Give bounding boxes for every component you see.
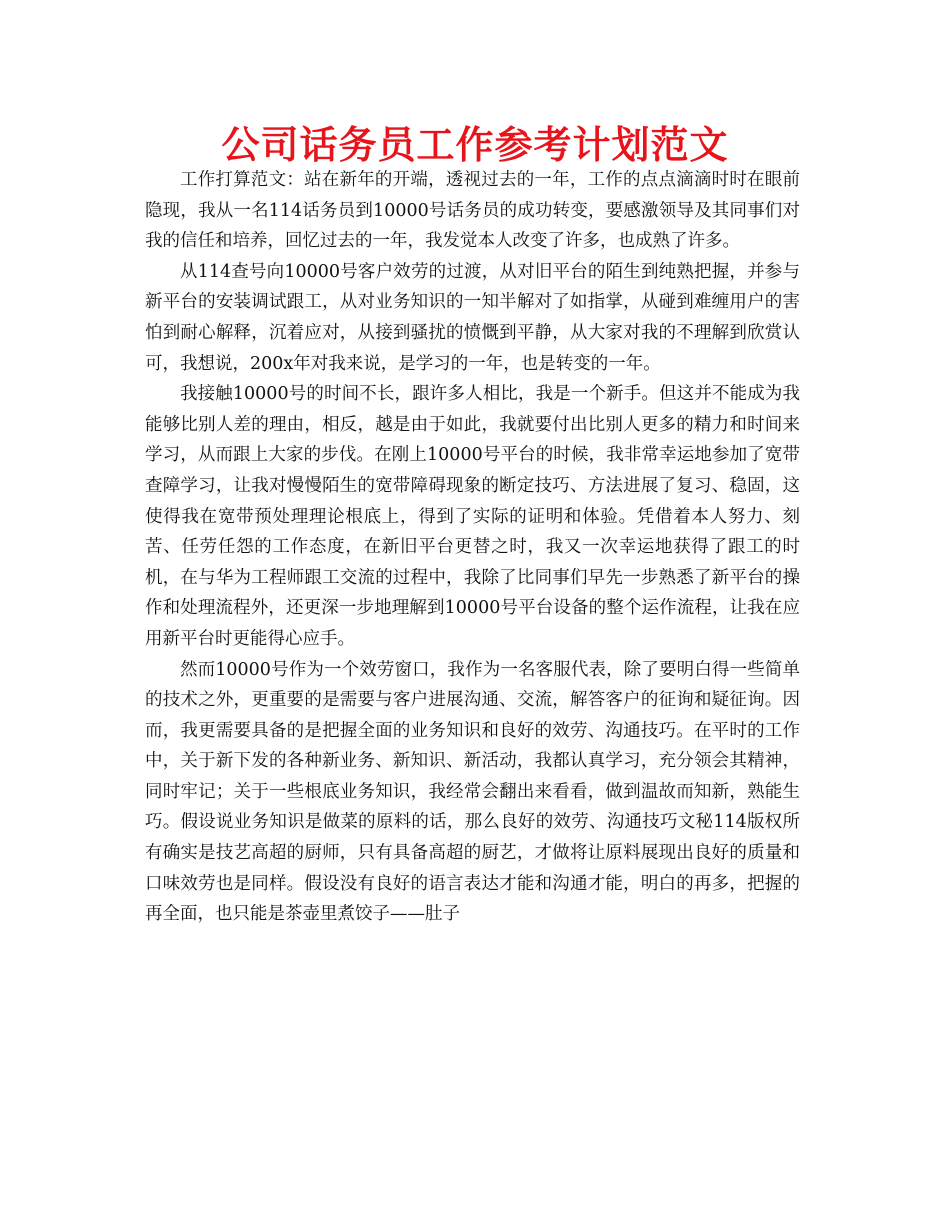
paragraph-4: 然而10000号作为一个效劳窗口，我作为一名客服代表，除了要明白得一些简单的技术之外，更重要的是需要与客户进展沟通、交流，解答客户的征询和疑征询。因而，我更需要具备的是把握全面的业务知识和良好的效劳、沟通技巧。在平时的工作中，关于新下发的各种新业务、新知识、新活动，我都认真学习，充分领会其精神，同时牢记；关于一些根底业务知识，我经常会翻出来看看，做到温故而知新，熟能生巧。假设说业务知识是做菜的原料的话，那么良好的效劳、沟通技巧文秘114版权所有确实是技艺高超的厨师，只有具备高超的厨艺，才做将让原料展现出良好的质量和口味效劳也是同样。假设没有良好的语言表达才能和沟通才能，明白的再多，把握的再全面，也只能是茶壶里煮饺子——肚子: [145, 659, 800, 925]
document-title: 公司话务员工作参考计划范文: [221, 122, 729, 167]
paragraph-3: 我接触10000号的时间不长，跟许多人相比，我是一个新手。但这并不能成为我能够比别人差的理由，相反，越是由于如此，我就要付出比别人更多的精力和时间来学习，从而跟上大家的步伐。在刚上10000号平台的时候，我非常幸运地参加了宽带查障学习，让我对慢慢陌生的宽带障碍现象的断定技巧、方法进展了复习、稳固，这使得我在宽带预处理理论根底上，得到了实际的证明和体验。凭借着本人努力、刻苦、任劳任怨的工作态度，在新旧平台更替之时，我又一次幸运地获得了跟工的时机，在与华为工程师跟工交流的过程中，我除了比同事们早先一步熟悉了新平台的操作和处理流程外，还更深一步地理解到10000号平台设备的整个运作流程，让我在应用新平台时更能得心应手。: [145, 384, 800, 649]
paragraph-1: 工作打算范文：站在新年的开端，透视过去的一年，工作的点点滴滴时时在眼前隐现，我从一名114话务员到10000号话务员的成功转变，要感激领导及其同事们对我的信任和培养，回忆过去的一年，我发觉本人改变了许多，也成熟了许多。: [145, 170, 800, 252]
document-body: [145, 165, 800, 930]
paragraph-2: 从114查号向10000号客户效劳的过渡，从对旧平台的陌生到纯熟把握，并参与新平台的安装调试跟工，从对业务知识的一知半解对了如指掌，从碰到难缠用户的害怕到耐心解释，沉着应对，从接到骚扰的愤慨到平静，从大家对我的不理解到欣赏认可，我想说，200x年对我来说，是学习的一年，也是转变的一年。: [145, 261, 800, 374]
